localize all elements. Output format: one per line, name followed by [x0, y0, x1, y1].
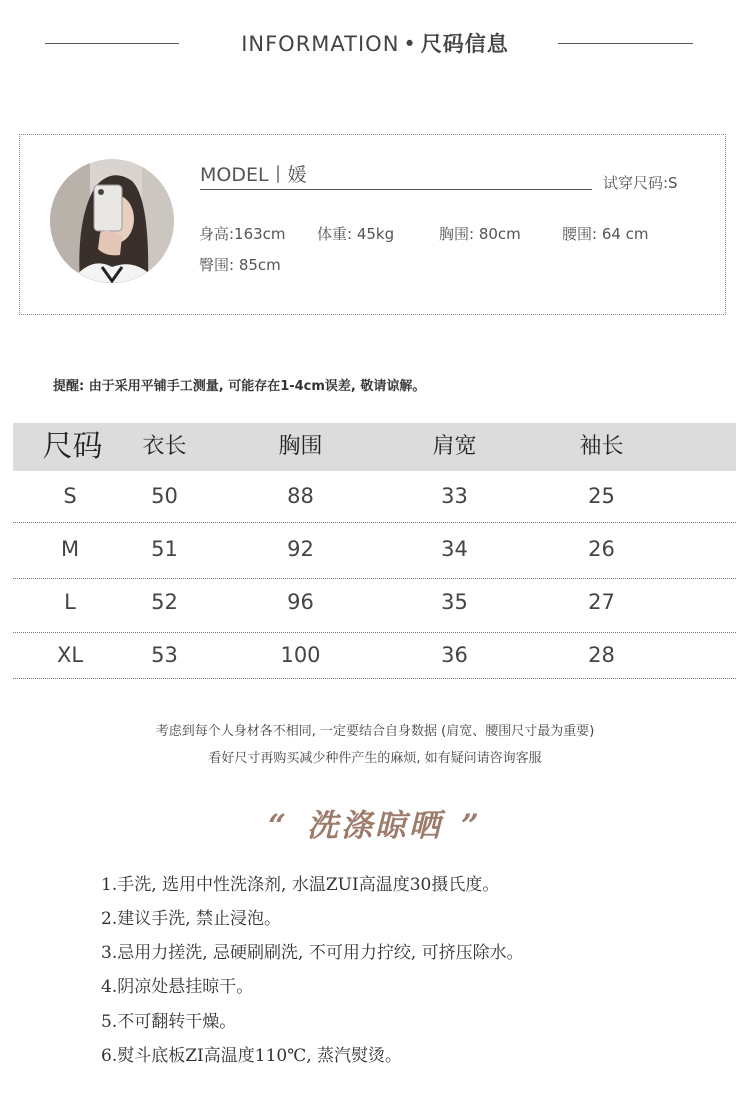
title-cn: 尺码信息	[420, 32, 509, 56]
washing-section-title	[0, 800, 750, 845]
row-divider	[13, 678, 736, 679]
measurement-notice: 提醒: 由于采用平铺手工测量, 可能存在1-4cm误差, 敬请谅解。	[53, 379, 426, 394]
open-quote: “	[268, 808, 289, 844]
cell-shoulder: 34	[441, 537, 468, 561]
row-divider	[13, 632, 736, 633]
cell-shoulder: 36	[441, 643, 468, 667]
cell-bust: 96	[287, 590, 314, 614]
cell-length: 51	[151, 537, 178, 561]
size-advice-line-1: 考虑到每个人身材各不相同, 一定要结合自身数据 (肩宽、腰围尺寸最为重要)	[155, 724, 595, 739]
cell-length: 53	[151, 643, 178, 667]
model-photo-image	[50, 159, 174, 283]
cell-size: XL	[56, 643, 84, 667]
washing-instruction: 1.手洗, 选用中性洗涤剂, 水温ZUI高温度30摄氏度。	[101, 875, 500, 895]
title-en: INFORMATION	[241, 32, 400, 56]
size-table-header	[13, 423, 736, 471]
model-avatar	[50, 159, 174, 283]
cell-shoulder: 33	[441, 484, 468, 508]
cell-size: L	[64, 590, 76, 614]
model-bust: 胸围: 80cm	[439, 225, 521, 243]
cell-length: 52	[151, 590, 178, 614]
header-length: 衣长	[142, 434, 187, 459]
trial-size: 试穿尺码:S	[603, 174, 678, 192]
washing-instruction: 4.阴凉处悬挂晾干。	[101, 977, 254, 997]
header-shoulder: 肩宽	[432, 434, 477, 459]
cell-bust: 88	[287, 484, 314, 508]
row-divider	[13, 578, 736, 579]
cell-sleeve: 26	[588, 537, 615, 561]
model-hip: 臀围: 85cm	[199, 256, 281, 274]
washing-instruction: 3.忌用力搓洗, 忌硬刷刷洗, 不可用力拧绞, 可挤压除水。	[101, 943, 524, 963]
cell-bust: 100	[280, 643, 321, 667]
header-bust: 胸围	[278, 434, 323, 459]
cell-length: 50	[151, 484, 178, 508]
model-name-underline	[200, 189, 592, 190]
model-waist: 腰围: 64 cm	[562, 225, 649, 243]
cell-size: S	[63, 484, 77, 508]
model-height: 身高:163cm	[199, 225, 286, 243]
cell-bust: 92	[287, 537, 314, 561]
row-divider	[13, 522, 736, 523]
title-separator: •	[403, 32, 417, 56]
cell-shoulder: 35	[441, 590, 468, 614]
cell-sleeve: 28	[588, 643, 615, 667]
cell-sleeve: 25	[588, 484, 615, 508]
cell-size: M	[60, 537, 80, 561]
washing-instruction: 6.熨斗底板ZI高温度110℃, 蒸汽熨烫。	[101, 1046, 403, 1066]
close-quote: ”	[461, 808, 482, 844]
header-sleeve: 袖长	[579, 434, 624, 459]
washing-instruction: 5.不可翻转干燥。	[101, 1012, 237, 1032]
header-size: 尺码	[42, 429, 103, 464]
washing-instruction: 2.建议手洗, 禁止浸泡。	[101, 909, 282, 929]
size-advice-line-2: 看好尺寸再购买减少种件产生的麻烦, 如有疑问请咨询客服	[208, 751, 542, 766]
washing-title-text: 洗涤晾晒	[307, 808, 443, 844]
cell-sleeve: 27	[588, 590, 615, 614]
model-name: MODEL丨媛	[200, 164, 307, 186]
model-weight: 体重: 45kg	[317, 225, 395, 243]
section-title-information	[0, 28, 750, 58]
